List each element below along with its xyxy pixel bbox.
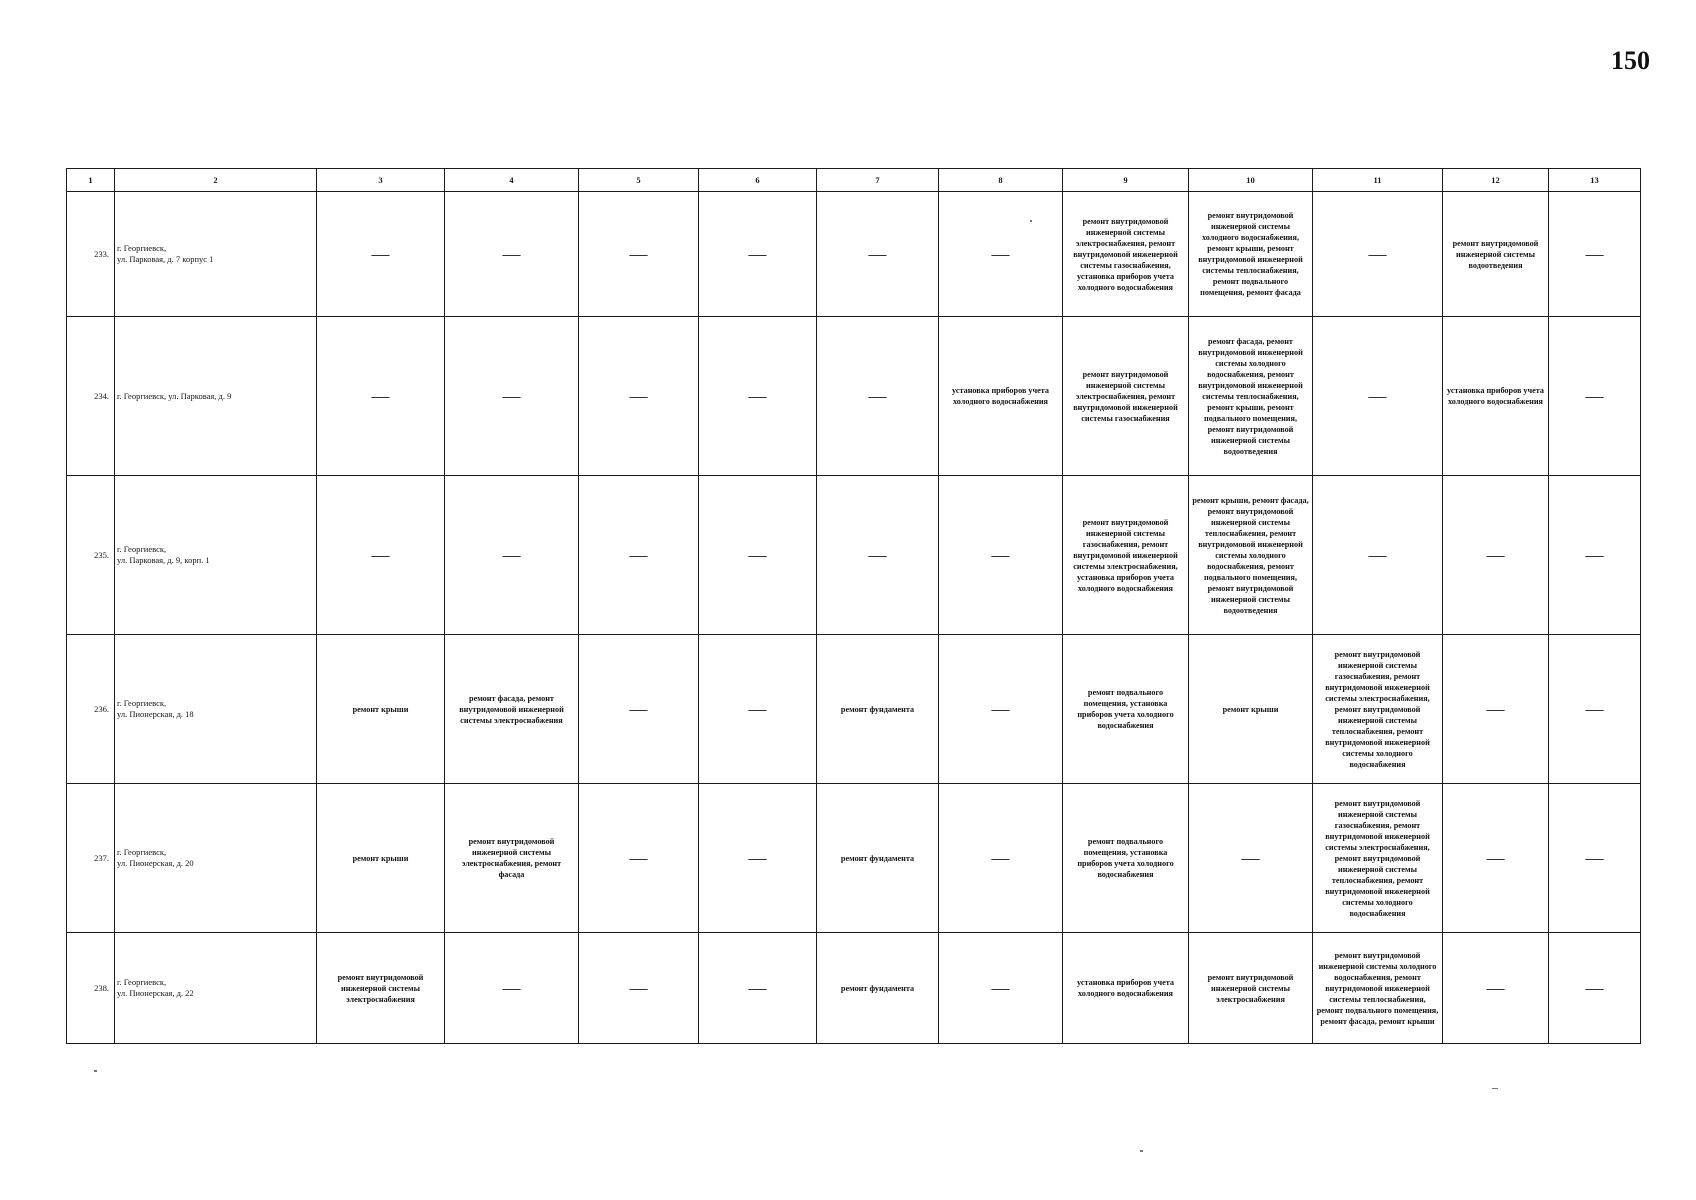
column-number: 8 <box>939 169 1063 192</box>
empty-cell-dash: — <box>1549 933 1641 1044</box>
work-type-cell: установка приборов учета холодного водоснабжения <box>1063 933 1189 1044</box>
empty-cell-dash: — <box>817 317 939 476</box>
work-type-cell: установка приборов учета холодного водоснабжения <box>1443 317 1549 476</box>
address-cell: г. Георгиевск, ул. Парковая, д. 9 <box>115 317 317 476</box>
table-row <box>67 784 1641 933</box>
empty-cell-dash: — <box>1549 192 1641 317</box>
column-number: 5 <box>579 169 699 192</box>
empty-cell-dash: — <box>1549 635 1641 784</box>
work-type-cell: ремонт фасада, ремонт внутридомовой инженерной системы электроснабжения <box>445 635 579 784</box>
column-number: 6 <box>699 169 817 192</box>
work-type-cell: ремонт фасада, ремонт внутридомовой инженерной системы холодного водоснабжения, ремонт внутридомовой инженерной системы теплоснабжения, ремонт крыши, ремонт подвального помещения, ремонт внутридомовой инженерной системы водоотведения <box>1189 317 1313 476</box>
row-number: 237. <box>67 784 115 933</box>
work-type-cell: ремонт внутридомовой инженерной системы холодного водоснабжения, ремонт внутридомовой инженерной системы теплоснабжения, ремонт подвального помещения, ремонт фасада, ремонт крыши <box>1313 933 1443 1044</box>
empty-cell-dash: — <box>1443 784 1549 933</box>
empty-cell-dash: — <box>1313 192 1443 317</box>
work-type-cell: ремонт внутридомовой инженерной системы электроснабжения, ремонт внутридомовой инженерной системы газоснабжения <box>1063 317 1189 476</box>
work-type-cell: ремонт внутридомовой инженерной системы газоснабжения, ремонт внутридомовой инженерной системы электроснабжения, установка приборов учета холодного водоснабжения <box>1063 476 1189 635</box>
empty-cell-dash: — <box>445 192 579 317</box>
empty-cell-dash: — <box>445 933 579 1044</box>
column-number-row <box>67 169 1641 192</box>
empty-cell-dash: — <box>699 192 817 317</box>
row-number: 235. <box>67 476 115 635</box>
empty-cell-dash: — <box>579 317 699 476</box>
column-number: 2 <box>115 169 317 192</box>
work-type-cell: ремонт крыши <box>317 635 445 784</box>
table-row <box>67 635 1641 784</box>
empty-cell-dash: — <box>579 192 699 317</box>
empty-cell-dash: — <box>445 317 579 476</box>
empty-cell-dash: — <box>939 192 1063 317</box>
work-type-cell: ремонт крыши, ремонт фасада, ремонт внутридомовой инженерной системы теплоснабжения, ремонт внутридомовой инженерной системы холодного водоснабжения, ремонт подвального помещения, ремонт внутридомовой инженерной системы водоотведения <box>1189 476 1313 635</box>
page-number: 150 <box>1611 46 1650 75</box>
empty-cell-dash: — <box>1549 784 1641 933</box>
empty-cell-dash: — <box>1189 784 1313 933</box>
scan-speck <box>94 1070 97 1072</box>
empty-cell-dash: — <box>699 635 817 784</box>
scan-speck <box>1492 1088 1498 1089</box>
address-cell: г. Георгиевск, ул. Пионерская, д. 18 <box>115 635 317 784</box>
row-number: 236. <box>67 635 115 784</box>
table-body <box>67 169 1641 1044</box>
table-row <box>67 933 1641 1044</box>
empty-cell-dash: — <box>317 476 445 635</box>
work-type-cell: ремонт внутридомовой инженерной системы электроснабжения <box>317 933 445 1044</box>
work-type-cell: ремонт фундамента <box>817 933 939 1044</box>
column-number: 7 <box>817 169 939 192</box>
address-cell: г. Георгиевск, ул. Парковая, д. 9, корп. 1 <box>115 476 317 635</box>
empty-cell-dash: — <box>817 476 939 635</box>
empty-cell-dash: — <box>939 784 1063 933</box>
empty-cell-dash: — <box>1443 476 1549 635</box>
work-type-cell: ремонт внутридомовой инженерной системы газоснабжения, ремонт внутридомовой инженерной системы электроснабжения, ремонт внутридомовой инженерной системы теплоснабжения, ремонт внутридомовой инженерной системы холодного водоснабжения <box>1313 635 1443 784</box>
column-number: 11 <box>1313 169 1443 192</box>
address-cell: г. Георгиевск, ул. Пионерская, д. 22 <box>115 933 317 1044</box>
empty-cell-dash: — <box>579 784 699 933</box>
empty-cell-dash: — <box>317 192 445 317</box>
empty-cell-dash: — <box>699 933 817 1044</box>
work-type-cell: ремонт внутридомовой инженерной системы электроснабжения, ремонт фасада <box>445 784 579 933</box>
empty-cell-dash: — <box>579 933 699 1044</box>
column-number: 9 <box>1063 169 1189 192</box>
empty-cell-dash: — <box>939 476 1063 635</box>
row-number: 234. <box>67 317 115 476</box>
work-type-cell: ремонт внутридомовой инженерной системы электроснабжения, ремонт внутридомовой инженерной системы газоснабжения, установка приборов учета холодного водоснабжения <box>1063 192 1189 317</box>
work-type-cell: ремонт внутридомовой инженерной системы водоотведения <box>1443 192 1549 317</box>
empty-cell-dash: — <box>1443 635 1549 784</box>
empty-cell-dash: — <box>817 192 939 317</box>
empty-cell-dash: — <box>939 635 1063 784</box>
empty-cell-dash: — <box>699 317 817 476</box>
empty-cell-dash: — <box>1549 476 1641 635</box>
column-number: 12 <box>1443 169 1549 192</box>
row-number: 238. <box>67 933 115 1044</box>
table-row <box>67 476 1641 635</box>
empty-cell-dash: — <box>317 317 445 476</box>
work-type-cell: ремонт крыши <box>1189 635 1313 784</box>
empty-cell-dash: — <box>1313 317 1443 476</box>
empty-cell-dash: — <box>579 476 699 635</box>
empty-cell-dash: — <box>699 784 817 933</box>
empty-cell-dash: — <box>1313 476 1443 635</box>
empty-cell-dash: — <box>579 635 699 784</box>
column-number: 1 <box>67 169 115 192</box>
column-number: 4 <box>445 169 579 192</box>
work-type-cell: ремонт крыши <box>317 784 445 933</box>
row-number: 233. <box>67 192 115 317</box>
empty-cell-dash: — <box>1549 317 1641 476</box>
scan-speck <box>1140 1150 1143 1152</box>
column-number: 13 <box>1549 169 1641 192</box>
table-row <box>67 317 1641 476</box>
work-type-cell: ремонт внутридомовой инженерной системы газоснабжения, ремонт внутридомовой инженерной системы электроснабжения, ремонт внутридомовой инженерной системы теплоснабжения, ремонт внутридомовой инженерной системы холодного водоснабжения <box>1313 784 1443 933</box>
scan-speck <box>1030 220 1032 222</box>
empty-cell-dash: — <box>939 933 1063 1044</box>
table-row <box>67 192 1641 317</box>
work-type-cell: ремонт подвального помещения, установка приборов учета холодного водоснабжения <box>1063 784 1189 933</box>
work-type-cell: ремонт внутридомовой инженерной системы холодного водоснабжения, ремонт крыши, ремонт внутридомовой инженерной системы теплоснабжения, ремонт подвального помещения, ремонт фасада <box>1189 192 1313 317</box>
work-type-cell: ремонт фундамента <box>817 784 939 933</box>
address-cell: г. Георгиевск, ул. Парковая, д. 7 корпус 1 <box>115 192 317 317</box>
work-type-cell: ремонт фундамента <box>817 635 939 784</box>
empty-cell-dash: — <box>699 476 817 635</box>
repair-schedule-table <box>66 168 1641 1044</box>
empty-cell-dash: — <box>445 476 579 635</box>
work-type-cell: установка приборов учета холодного водоснабжения <box>939 317 1063 476</box>
work-type-cell: ремонт подвального помещения, установка приборов учета холодного водоснабжения <box>1063 635 1189 784</box>
column-number: 3 <box>317 169 445 192</box>
work-type-cell: ремонт внутридомовой инженерной системы электроснабжения <box>1189 933 1313 1044</box>
address-cell: г. Георгиевск, ул. Пионерская, д. 20 <box>115 784 317 933</box>
empty-cell-dash: — <box>1443 933 1549 1044</box>
column-number: 10 <box>1189 169 1313 192</box>
